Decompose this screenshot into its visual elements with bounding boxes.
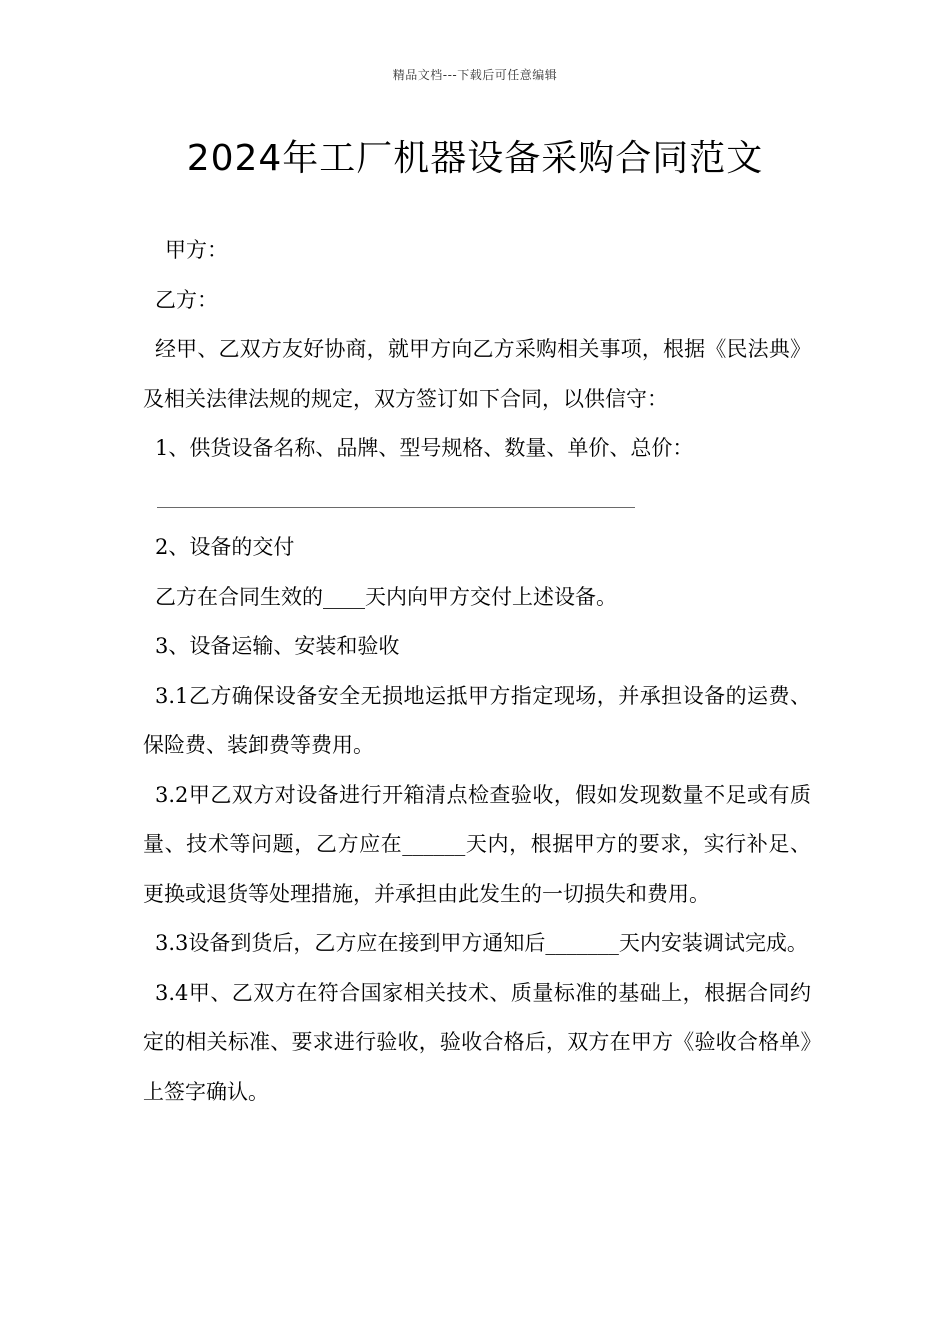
party-b-line: 乙方： — [155, 287, 218, 312]
document-title: 2024年工厂机器设备采购合同范文 — [186, 138, 764, 179]
clause-1-heading: 1、供货设备名称、品牌、型号规格、数量、单价、总价： — [155, 436, 694, 460]
clause-2-body: 乙方在合同生效的____天内向甲方交付上述设备。 — [155, 584, 617, 609]
clause-3-heading: 3、设备运输、安装和验收 — [155, 634, 400, 658]
party-a-line: 甲方： — [165, 238, 228, 262]
clause-3-4: 3.4甲、乙双方在符合国家相关技术、质量标准的基础上，根据合同约定的相关标准、要求进行验收，验收合格后，双方在甲方《验收合格单》上签字确认。 — [143, 980, 811, 1104]
clause-3-3: 3.3设备到货后，乙方应在接到甲方通知后_______天内安装调试完成。 — [155, 931, 808, 955]
blank-fill-line — [143, 474, 811, 524]
clause-3-2: 3.2甲乙双方对设备进行开箱清点检查验收，假如发现数量不足或有质量、技术等问题，乙方应在______天内，根据甲方的要求，实行补足、更换或退货等处理措施，并承担由此发生的一切损失和费用。 — [143, 782, 811, 906]
intro-paragraph: 经甲、乙双方友好协商，就甲方向乙方采购相关事项，根据《民法典》及相关法律法规的规定，双方签订如下合同，以供信守： — [143, 337, 811, 411]
clause-2-heading: 2、设备的交付 — [155, 535, 295, 559]
blank-rule — [157, 507, 635, 508]
clause-3-1: 3.1乙方确保设备安全无损地运抵甲方指定现场，并承担设备的运费、保险费、装卸费等费用。 — [143, 683, 811, 757]
contract-body — [143, 226, 811, 1117]
header-note: 精品文档---下载后可任意编辑 — [392, 68, 558, 82]
